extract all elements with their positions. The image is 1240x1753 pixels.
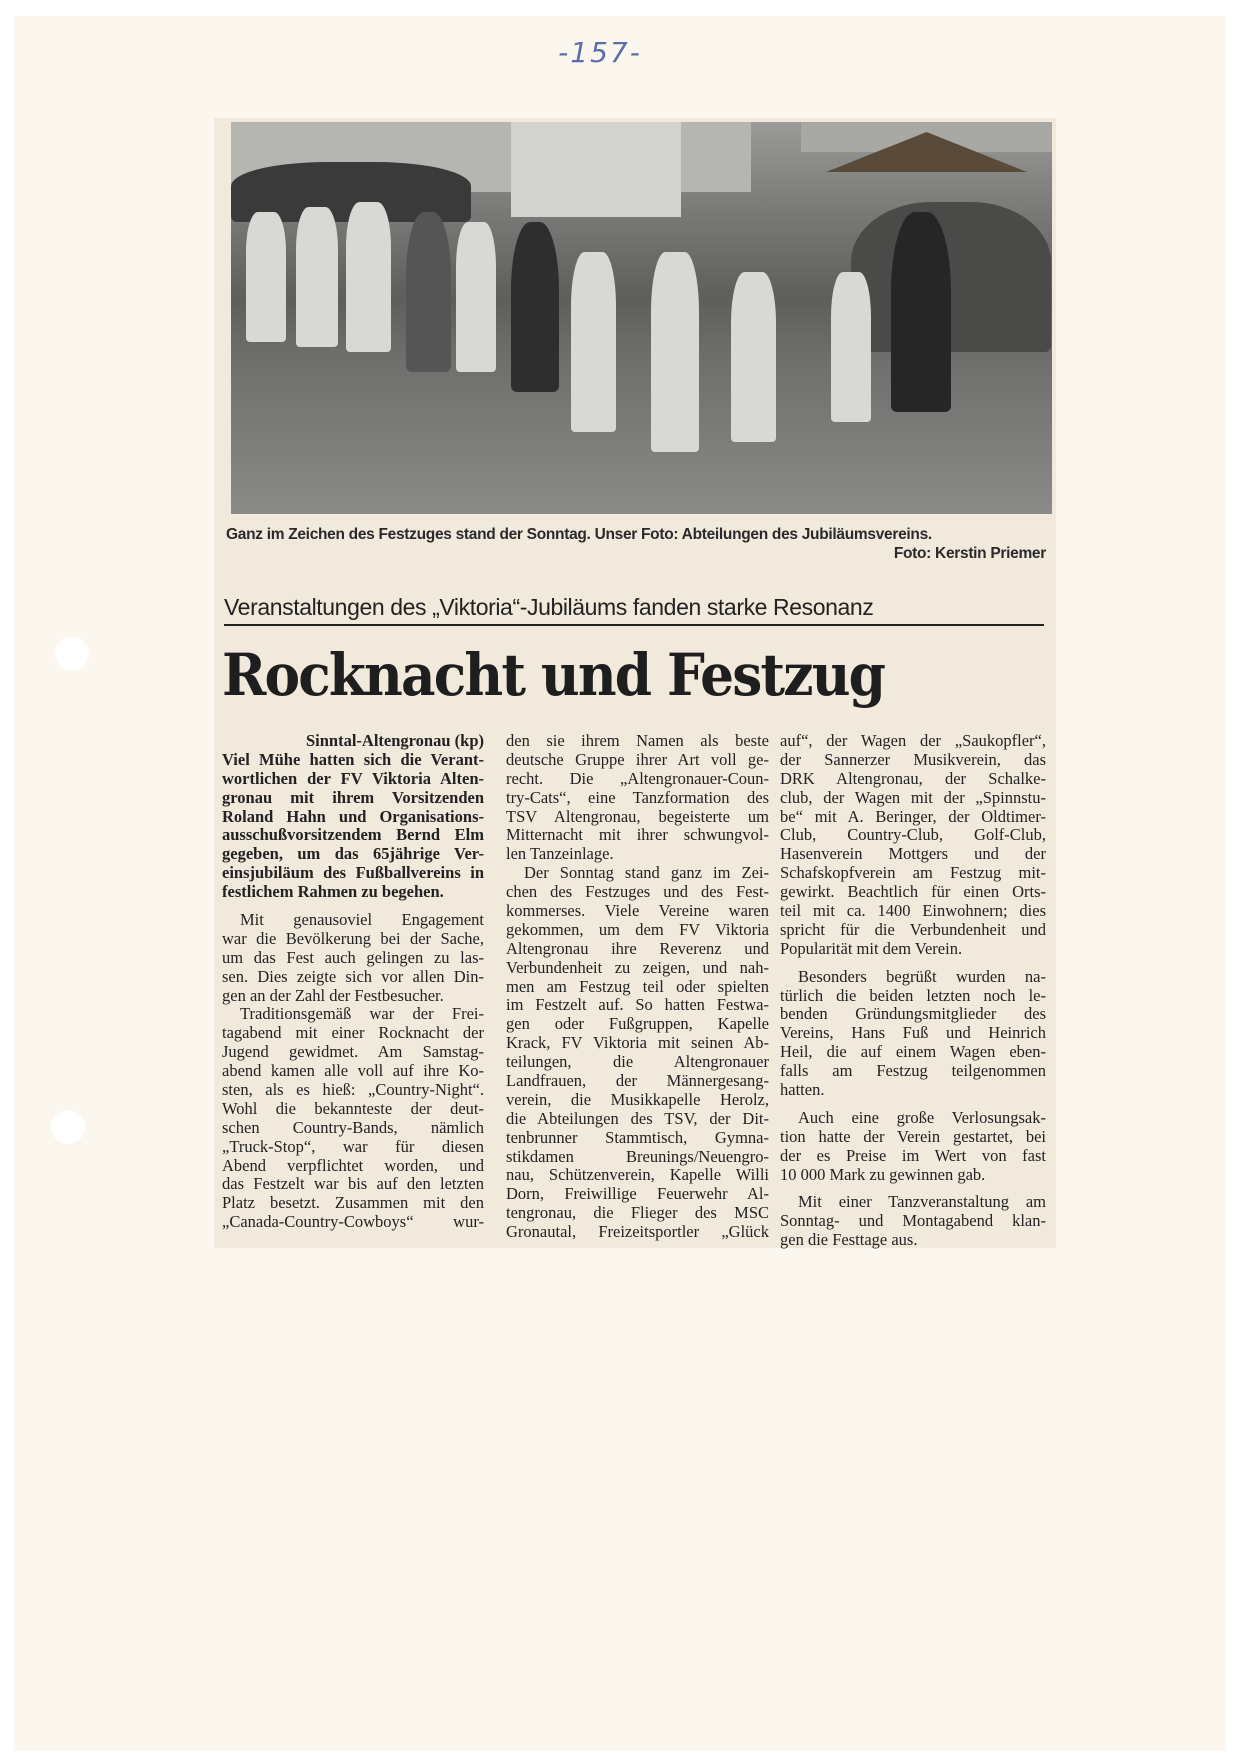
text-line: schen Country-Bands, nämlich (222, 1117, 484, 1137)
text-line: festlichem Rahmen zu begehen. (222, 882, 444, 902)
text-line: Sonntag- und Montagabend klan- (780, 1211, 1046, 1231)
text-line: türlich die beiden letzten noch le- (780, 985, 1046, 1005)
text-line: gen die Festtage aus. (780, 1230, 918, 1250)
text-line: teilungen, die Altengronauer (506, 1052, 769, 1072)
text-line: war die Bevölkerung bei der Sache, (222, 928, 484, 948)
text-line: nau, Schützenverein, Kapelle Willi (506, 1165, 769, 1185)
text-line: tion hatte der Verein gestartet, bei (780, 1126, 1046, 1146)
text-line: im Festzelt auf. So hatten Festwa- (506, 995, 769, 1015)
text-line: Jugend gewidmet. Am Samstag- (222, 1042, 484, 1062)
text-line: ausschußvorsitzendem Bernd Elm (222, 825, 484, 845)
text-line: um das Fest auch gelingen zu las- (222, 947, 484, 967)
text-line: Landfrauen, der Männergesang- (506, 1071, 769, 1091)
paragraph (506, 732, 769, 864)
text-line: deutsche Gruppe ihrer Art voll ge- (506, 749, 769, 769)
text-line: wortlichen der FV Viktoria Alten- (222, 768, 484, 788)
lead-paragraph (222, 751, 484, 902)
text-line: stikdamen Breunings/Neuengro- (506, 1146, 769, 1166)
text-line: den sie ihrem Namen als beste (506, 731, 769, 750)
text-line: der Sannerzer Musikverein, das (780, 749, 1046, 769)
text-line: club, der Wagen mit der „Spinnstu- (780, 787, 1046, 807)
text-line: hatten. (780, 1080, 825, 1100)
punch-hole (55, 637, 89, 671)
text-line: tenbrunner Stammtisch, Gymna- (506, 1127, 769, 1147)
text-line: gen oder Fußgruppen, Kapelle (506, 1014, 769, 1034)
text-line: gewirkt. Beachtlich für einen Orts- (780, 882, 1046, 902)
article-kicker: Veranstaltungen des „Viktoria“-Jubiläums fanden starke Resonanz (224, 594, 1044, 626)
paragraph (222, 1005, 484, 1232)
text-line: abend kamen alle voll auf ihre Ko- (222, 1061, 484, 1081)
text-line: Verbundenheit zu zeigen, und nah- (506, 957, 769, 977)
text-line: Abend verpflichtet worden, und (222, 1155, 484, 1175)
text-line: Popularität mit dem Verein. (780, 938, 963, 958)
paragraph (780, 1193, 1046, 1250)
text-line: Traditionsgemäß war der Frei- (240, 1004, 484, 1024)
paragraph (222, 911, 484, 1005)
text-line: Mit genausoviel Engagement (240, 910, 484, 930)
text-line: tagabend mit einer Rocknacht der (222, 1023, 484, 1043)
text-line: Altengronau ihre Reverenz und (506, 938, 769, 958)
paragraph (780, 968, 1046, 1100)
text-line: Roland Hahn und Organisations- (222, 806, 484, 826)
text-line: Wohl die bekannteste der deut- (222, 1098, 484, 1118)
text-line: einsjubiläum des Fußballvereins in (222, 863, 484, 883)
text-line: Heil, die auf einem Wagen eben- (780, 1042, 1046, 1062)
text-line: tengronau, die Flieger des MSC (506, 1203, 769, 1223)
dateline: Sinntal-Altengronau (kp) (305, 731, 484, 750)
article-headline: Rocknacht und Festzug (222, 641, 885, 709)
article-column-1 (222, 732, 484, 1232)
text-line: chen des Festzuges und des Fest- (506, 882, 769, 902)
text-line: teil mit ca. 1400 Einwohnern; dies (780, 901, 1046, 921)
paragraph (780, 1109, 1046, 1185)
text-line: spricht für die Verbundenheit und (780, 919, 1046, 939)
text-line: das Festzelt war bis auf den letzten (222, 1174, 484, 1194)
article-column-2 (506, 732, 769, 1242)
paragraph (506, 864, 769, 1242)
text-line: Platz besetzt. Zusammen mit den (222, 1193, 484, 1213)
text-line: be“ mit A. Beringer, der Oldtimer- (780, 806, 1046, 826)
photo-caption (226, 525, 1046, 563)
text-line: Der Sonntag stand ganz im Zei- (524, 863, 769, 883)
text-line: Mitternacht mit ihrer schwungvol- (506, 825, 769, 845)
text-line: benden Gründungsmitglieder des (780, 1004, 1046, 1024)
text-line: men am Festzug teil oder spielten (506, 976, 769, 996)
paragraph (780, 732, 1046, 959)
text-line: Vereins, Hans Fuß und Heinrich (780, 1023, 1046, 1043)
text-line: Besonders begrüßt wurden na- (798, 966, 1046, 986)
text-line: Hasenverein Mottgers und der (780, 844, 1046, 864)
photo-credit: Foto: Kerstin Priemer (893, 545, 1046, 562)
article-column-3 (780, 732, 1046, 1250)
text-line: Krack, FV Viktoria mit seinen Ab- (506, 1033, 769, 1053)
caption-text: Ganz im Zeichen des Festzuges stand der Sonntag. Unser Foto: Abteilungen des Jubiläumsvereins. (226, 526, 932, 543)
text-line: gekommen, um dem FV Viktoria (506, 919, 769, 939)
text-line: sen. Dies zeigte sich vor allen Din- (222, 966, 484, 986)
text-line: DRK Altengronau, der Schalke- (780, 768, 1046, 788)
text-line: kommerses. Viele Vereine waren (506, 901, 769, 921)
text-line: gen an der Zahl der Festbesucher. (222, 985, 444, 1005)
text-line: verein, die Musikkapelle Herolz, (506, 1089, 769, 1109)
text-line: der es Preise im Wert von fast (780, 1145, 1046, 1165)
text-line: „Canada-Country-Cowboys“ wur- (222, 1212, 484, 1232)
text-line: recht. Die „Altengronauer-Coun- (506, 768, 769, 788)
punch-hole (51, 1110, 85, 1144)
text-line: len Tanzeinlage. (506, 844, 614, 864)
text-line: Dorn, Freiwillige Feuerwehr Al- (506, 1184, 769, 1204)
text-line: TSV Altengronau, begeisterte um (506, 806, 769, 826)
text-line: gegeben, um das 65jährige Ver- (222, 844, 484, 864)
text-line: Club, Country-Club, Golf-Club, (780, 825, 1046, 845)
text-line: gronau mit ihrem Vorsitzenden (222, 787, 484, 807)
text-line: auf“, der Wagen der „Saukopfler“, (780, 731, 1046, 750)
text-line: 10 000 Mark zu gewinnen gab. (780, 1164, 986, 1184)
text-line: „Truck-Stop“, war für diesen (222, 1136, 484, 1156)
text-line: die Abteilungen des TSV, der Dit- (506, 1108, 769, 1128)
text-line: Gronautal, Freizeitsportler „Glück (506, 1222, 769, 1242)
text-line: sten, als es hieß: „Country-Night“. (222, 1080, 484, 1100)
page-number: -157- (558, 36, 642, 69)
text-line: falls am Festzug teilgenommen (780, 1061, 1046, 1081)
text-line: try-Cats“, eine Tanzformation des (506, 787, 769, 807)
text-line: Mit einer Tanzveranstaltung am (798, 1192, 1046, 1212)
text-line: Auch eine große Verlosungsak- (798, 1107, 1046, 1127)
parade-photo (231, 122, 1052, 514)
text-line: Viel Mühe hatten sich die Verant- (222, 749, 484, 769)
text-line: Schafskopfverein am Festzug mit- (780, 863, 1046, 883)
